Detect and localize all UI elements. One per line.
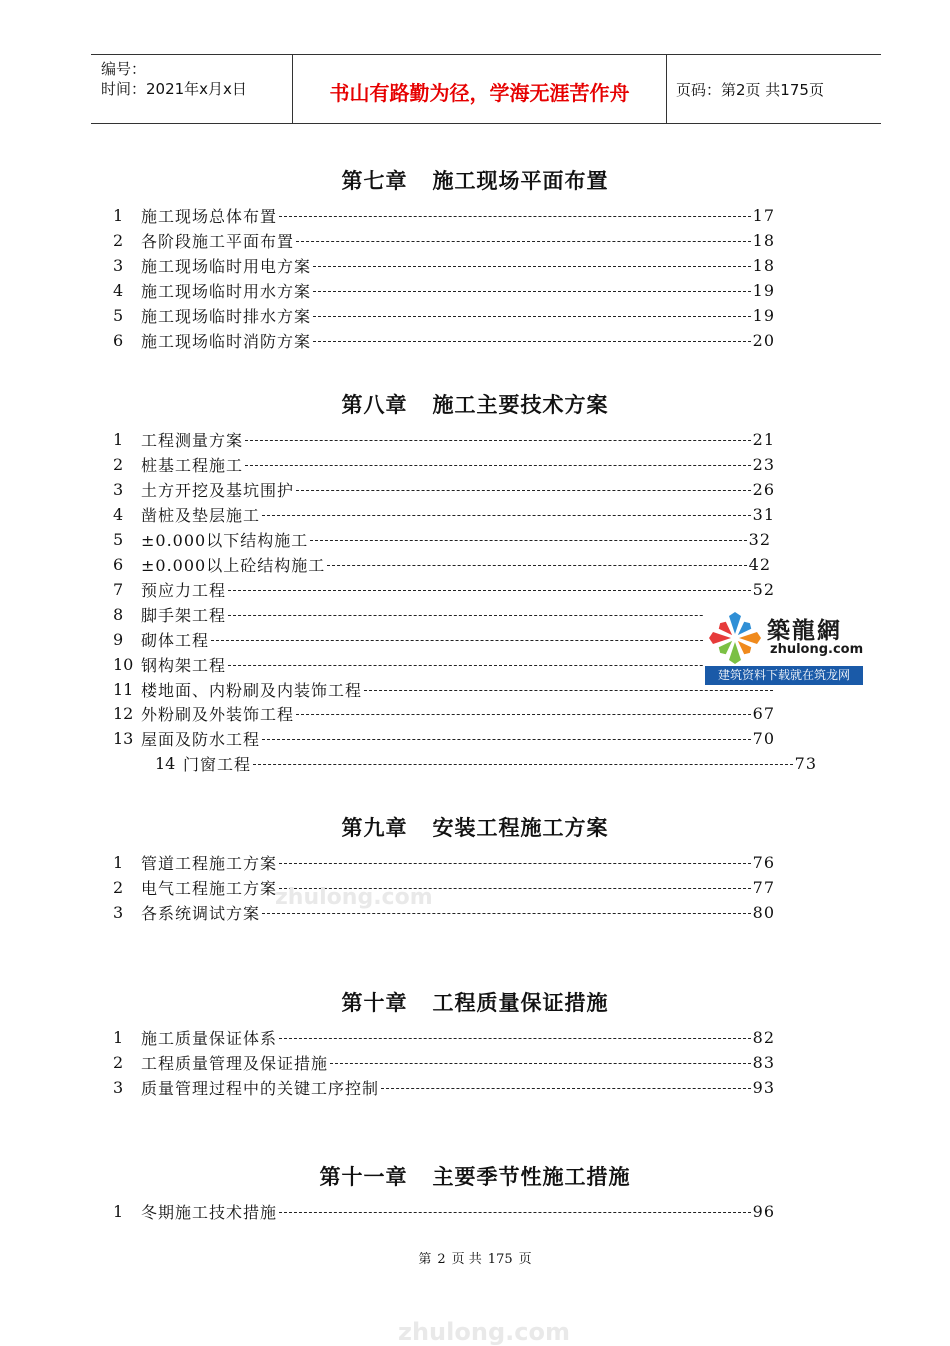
- logo-tagline: 建筑资料下载就在筑龙网: [705, 666, 863, 685]
- toc-number: 1: [113, 429, 124, 449]
- toc-leader: [327, 565, 746, 566]
- toc-number: 13: [113, 728, 134, 748]
- toc-number: 3: [113, 479, 124, 499]
- toc-page: 67: [752, 703, 775, 723]
- toc-entry[interactable]: [113, 652, 775, 676]
- toc-leader: [296, 241, 751, 242]
- toc-entry[interactable]: [113, 328, 775, 352]
- toc-page: 70: [752, 728, 775, 748]
- toc-title: 电气工程施工方案: [141, 878, 278, 898]
- toc-page: 96: [752, 1201, 775, 1221]
- footer-total: 175: [487, 1252, 513, 1267]
- toc-entry[interactable]: [113, 602, 775, 626]
- toc-title: 土方开挖及基坑围护: [141, 480, 295, 500]
- toc-entry[interactable]: [113, 1025, 775, 1049]
- toc-title: 外粉刷及外装饰工程: [141, 704, 295, 724]
- toc-page: 31: [752, 504, 775, 524]
- footer-suffix: 页: [518, 1252, 532, 1267]
- logo-name-cn: 築龍網: [767, 618, 842, 644]
- toc-leader: [279, 1038, 751, 1039]
- toc-entry[interactable]: [113, 427, 775, 451]
- toc-page: 18: [752, 255, 775, 275]
- toc-leader: [211, 640, 773, 641]
- toc-leader: [296, 714, 751, 715]
- toc-leader: [313, 341, 751, 342]
- toc-number: 1: [113, 1201, 124, 1221]
- toc-leader: [253, 764, 793, 765]
- toc-number: 2: [113, 1052, 124, 1072]
- toc-page: 76: [752, 852, 775, 872]
- toc-entry[interactable]: [113, 477, 775, 501]
- toc-number: 11: [113, 679, 134, 699]
- toc-page: 19: [752, 280, 775, 300]
- motto-text: 书山有路勤为径，学海无涯苦作舟: [329, 81, 630, 105]
- toc-page: 52: [752, 579, 775, 599]
- toc-entry[interactable]: [113, 452, 775, 476]
- header-info-cell: [91, 55, 293, 123]
- toc-leader: [262, 515, 751, 516]
- toc-number: 2: [113, 454, 124, 474]
- toc-number: 3: [113, 902, 124, 922]
- toc-leader: [262, 739, 751, 740]
- toc-leader: [364, 690, 773, 691]
- footer-mid: 页 共: [451, 1252, 482, 1267]
- toc-leader: [381, 1088, 751, 1089]
- toc-entry[interactable]: [113, 1199, 775, 1223]
- toc-entry[interactable]: [113, 278, 775, 302]
- toc-title: 工程测量方案: [141, 430, 244, 450]
- toc-title: 施工质量保证体系: [141, 1028, 278, 1048]
- toc-title: 各阶段施工平面布置: [141, 231, 295, 251]
- toc-leader: [245, 465, 751, 466]
- toc-title: 工程质量管理及保证措施: [141, 1053, 329, 1073]
- toc-entry[interactable]: [113, 900, 775, 924]
- toc-page: 73: [794, 753, 817, 773]
- toc-number: 6: [113, 330, 124, 350]
- toc-title: 钢构架工程: [141, 655, 227, 675]
- toc-number: 14: [155, 753, 176, 773]
- toc-page: 77: [752, 877, 775, 897]
- toc-entry[interactable]: [113, 1050, 775, 1074]
- toc-title: ±0.000以上砼结构施工: [141, 555, 326, 575]
- toc-leader: [279, 863, 751, 864]
- toc-entry[interactable]: [113, 253, 775, 277]
- header-page-cell: [667, 55, 881, 123]
- toc-entry[interactable]: [113, 627, 775, 651]
- toc-page: 23: [752, 454, 775, 474]
- toc-number: 12: [113, 703, 134, 723]
- toc-number: 6: [113, 554, 124, 574]
- header-motto-cell: [293, 55, 667, 123]
- toc-leader: [313, 291, 751, 292]
- toc-page: 80: [752, 902, 775, 922]
- toc-number: 3: [113, 255, 124, 275]
- toc-page: 18: [752, 230, 775, 250]
- toc-title: 施工现场临时消防方案: [141, 331, 312, 351]
- toc-entry[interactable]: [113, 850, 775, 874]
- toc-leader: [279, 1212, 751, 1213]
- zhulong-logo-icon: [707, 610, 763, 666]
- toc-page: 19: [752, 305, 775, 325]
- watermark-text: zhulong.com: [398, 1318, 570, 1346]
- toc-number: 4: [113, 280, 124, 300]
- toc-number: 9: [113, 629, 124, 649]
- toc-page: 21: [752, 429, 775, 449]
- toc-title: 桩基工程施工: [141, 455, 244, 475]
- toc-number: 1: [113, 852, 124, 872]
- zhulong-logo[interactable]: [703, 606, 863, 686]
- toc-number: 3: [113, 1077, 124, 1097]
- toc-number: 10: [113, 654, 134, 674]
- toc-number: 5: [113, 529, 124, 549]
- toc-title: 质量管理过程中的关键工序控制: [141, 1078, 380, 1098]
- toc-title: 管道工程施工方案: [141, 853, 278, 873]
- toc-entry[interactable]: [113, 502, 775, 526]
- toc-page: 20: [752, 330, 775, 350]
- toc-leader: [313, 266, 751, 267]
- toc-page: 82: [752, 1027, 775, 1047]
- toc-number: 8: [113, 604, 124, 624]
- toc-page: 93: [752, 1077, 775, 1097]
- footer-prefix: 第: [418, 1252, 432, 1267]
- toc-page: 42: [748, 554, 771, 574]
- toc-entry[interactable]: [113, 552, 771, 576]
- toc-entry[interactable]: [113, 228, 775, 252]
- toc-leader: [279, 216, 751, 217]
- chapter-title: 第十一章 主要季节性施工措施: [319, 1164, 631, 1189]
- toc-page: 26: [752, 479, 775, 499]
- toc-entry[interactable]: [113, 875, 775, 899]
- toc-number: 7: [113, 579, 124, 599]
- toc-title: 屋面及防水工程: [141, 729, 261, 749]
- toc-entry[interactable]: [113, 577, 775, 601]
- toc-title: 楼地面、内粉刷及内装饰工程: [141, 680, 363, 700]
- logo-name-en: zhulong.com: [770, 642, 864, 657]
- chapter-title: 第九章 安装工程施工方案: [341, 815, 609, 840]
- toc-entry[interactable]: [113, 701, 775, 725]
- page-footer: [0, 1248, 950, 1267]
- toc-number: 4: [113, 504, 124, 524]
- toc-leader: [245, 440, 751, 441]
- toc-leader: [313, 316, 751, 317]
- toc-page: 32: [748, 529, 771, 549]
- toc-leader: [228, 590, 751, 591]
- document-header: [91, 54, 881, 124]
- toc-title: ±0.000以下结构施工: [141, 530, 309, 550]
- toc-entry[interactable]: [155, 751, 817, 775]
- toc-entry[interactable]: [113, 303, 775, 327]
- toc-page: 83: [752, 1052, 775, 1072]
- toc-title: 冬期施工技术措施: [141, 1202, 278, 1222]
- toc-title: 门窗工程: [183, 754, 252, 774]
- toc-title: 凿桩及垫层施工: [141, 505, 261, 525]
- toc-title: 脚手架工程: [141, 605, 227, 625]
- toc-number: 2: [113, 230, 124, 250]
- toc-number: 1: [113, 205, 124, 225]
- toc-title: 施工现场临时排水方案: [141, 306, 312, 326]
- toc-number: 1: [113, 1027, 124, 1047]
- number-label: 编号：: [101, 60, 147, 78]
- toc-page: 17: [752, 205, 775, 225]
- toc-leader: [228, 615, 773, 616]
- page-label: 页码：第2页 共175页: [676, 81, 824, 99]
- chapter-title: 第八章 施工主要技术方案: [341, 392, 609, 417]
- time-label: 时间：2021年x月x日: [101, 80, 247, 98]
- toc-entry[interactable]: [113, 203, 775, 227]
- toc-entry[interactable]: [113, 726, 775, 750]
- toc-title: 各系统调试方案: [141, 903, 261, 923]
- toc-leader: [296, 490, 751, 491]
- toc-title: 施工现场临时用水方案: [141, 281, 312, 301]
- chapter-title: 第七章 施工现场平面布置: [341, 168, 609, 193]
- toc-title: 施工现场临时用电方案: [141, 256, 312, 276]
- toc-number: 5: [113, 305, 124, 325]
- toc-title: 砌体工程: [141, 630, 210, 650]
- toc-entry[interactable]: [113, 677, 775, 701]
- toc-title: 施工现场总体布置: [141, 206, 278, 226]
- toc-leader: [310, 540, 746, 541]
- toc-entry[interactable]: [113, 527, 771, 551]
- toc-entry[interactable]: [113, 1075, 775, 1099]
- toc-leader: [330, 1063, 751, 1064]
- toc-leader: [228, 665, 773, 666]
- chapter-title: 第十章 工程质量保证措施: [341, 990, 609, 1015]
- watermark-text: zhulong.com: [275, 885, 433, 910]
- toc-title: 预应力工程: [141, 580, 227, 600]
- toc-leader: [262, 913, 751, 914]
- footer-page: 2: [437, 1252, 446, 1267]
- toc-number: 2: [113, 877, 124, 897]
